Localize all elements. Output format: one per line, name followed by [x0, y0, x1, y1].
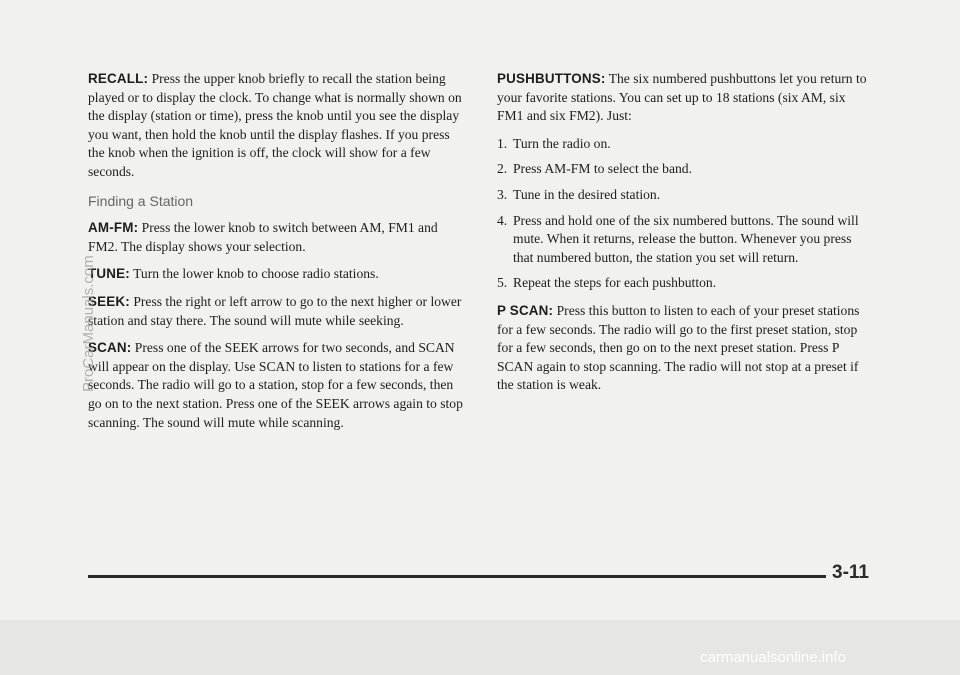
- seek-text: Press the right or left arrow to go to the next higher or lower station and stay there. The sound will mute while seeking.: [88, 293, 462, 328]
- step-number: 5.: [497, 275, 508, 291]
- step-text: Tune in the desired station.: [513, 186, 661, 202]
- step-number: 1.: [497, 135, 508, 151]
- bottom-band: [0, 620, 960, 675]
- right-column: [497, 70, 873, 404]
- list-item: [497, 186, 873, 205]
- scan-term: SCAN:: [88, 340, 132, 356]
- recall-paragraph: [88, 70, 464, 182]
- p-scan-paragraph: [497, 302, 873, 395]
- vertical-watermark: ProCarManuals.com: [80, 255, 97, 392]
- p-scan-text: Press this button to listen to each of your preset stations for a few seconds. The radio will go to the first preset station, stop for a few seconds, then go on to the next preset station. Press P SCAN again to stop scanning. The radio will not stop at a preset if the station is weak.: [497, 302, 860, 393]
- list-item: [497, 212, 873, 268]
- pushbuttons-text: The six numbered pushbuttons let you return to your favorite stations. You can set up to 18 stations (six AM, six FM1 and six FM2). Just:: [497, 71, 867, 124]
- scan-paragraph: [88, 339, 464, 432]
- list-item: [497, 135, 873, 154]
- seek-term: SEEK:: [88, 293, 130, 309]
- tune-paragraph: [88, 265, 464, 284]
- am-fm-term: AM-FM:: [88, 220, 139, 236]
- step-text: Press and hold one of the six numbered buttons. The sound will mute. When it returns, release the button. Whenever you press that numbered button, the station you set will return.: [513, 212, 859, 265]
- pushbuttons-paragraph: [497, 70, 873, 126]
- step-text: Press AM-FM to select the band.: [513, 161, 692, 177]
- section-heading: Finding a Station: [88, 192, 194, 209]
- step-number: 4.: [497, 212, 508, 228]
- list-item: [497, 274, 873, 293]
- step-number: 3.: [497, 186, 508, 202]
- step-text: Repeat the steps for each pushbutton.: [513, 275, 717, 291]
- tune-term: TUNE:: [88, 266, 130, 282]
- tune-text: Turn the lower knob to choose radio stations.: [129, 266, 379, 282]
- steps-list: [497, 135, 873, 293]
- am-fm-text: Press the lower knob to switch between AM, FM1 and FM2. The display shows your selection.: [88, 220, 438, 254]
- page-number: 3-11: [832, 562, 869, 583]
- left-column: [88, 70, 464, 441]
- p-scan-term: P SCAN:: [497, 302, 554, 318]
- recall-term: RECALL:: [88, 71, 149, 86]
- footer-rule: [88, 575, 826, 578]
- am-fm-paragraph: [88, 219, 464, 256]
- list-item: [497, 160, 873, 179]
- scan-text: Press one of the SEEK arrows for two seconds, and SCAN will appear on the display. Use SCAN to listen to stations for a few seconds. The radio will go to a station, stop for a few seconds, then go on to the next station. Press one of the SEEK arrows again to stop scanning. The sound will mute while scanning.: [88, 340, 463, 430]
- step-text: Turn the radio on.: [513, 135, 611, 151]
- recall-text: Press the upper knob briefly to recall the station being played or to display the clock. To change what is normally shown on the display (station or time), press the knob until you see the display you want, then hold the knob until the display flashes. If you press the knob when the ignition is off, the clock will show for a few seconds.: [88, 71, 462, 179]
- seek-paragraph: [88, 293, 464, 330]
- bottom-watermark: carmanualsonline.info: [700, 649, 846, 666]
- pushbuttons-term: PUSHBUTTONS:: [497, 71, 606, 86]
- step-number: 2.: [497, 161, 508, 177]
